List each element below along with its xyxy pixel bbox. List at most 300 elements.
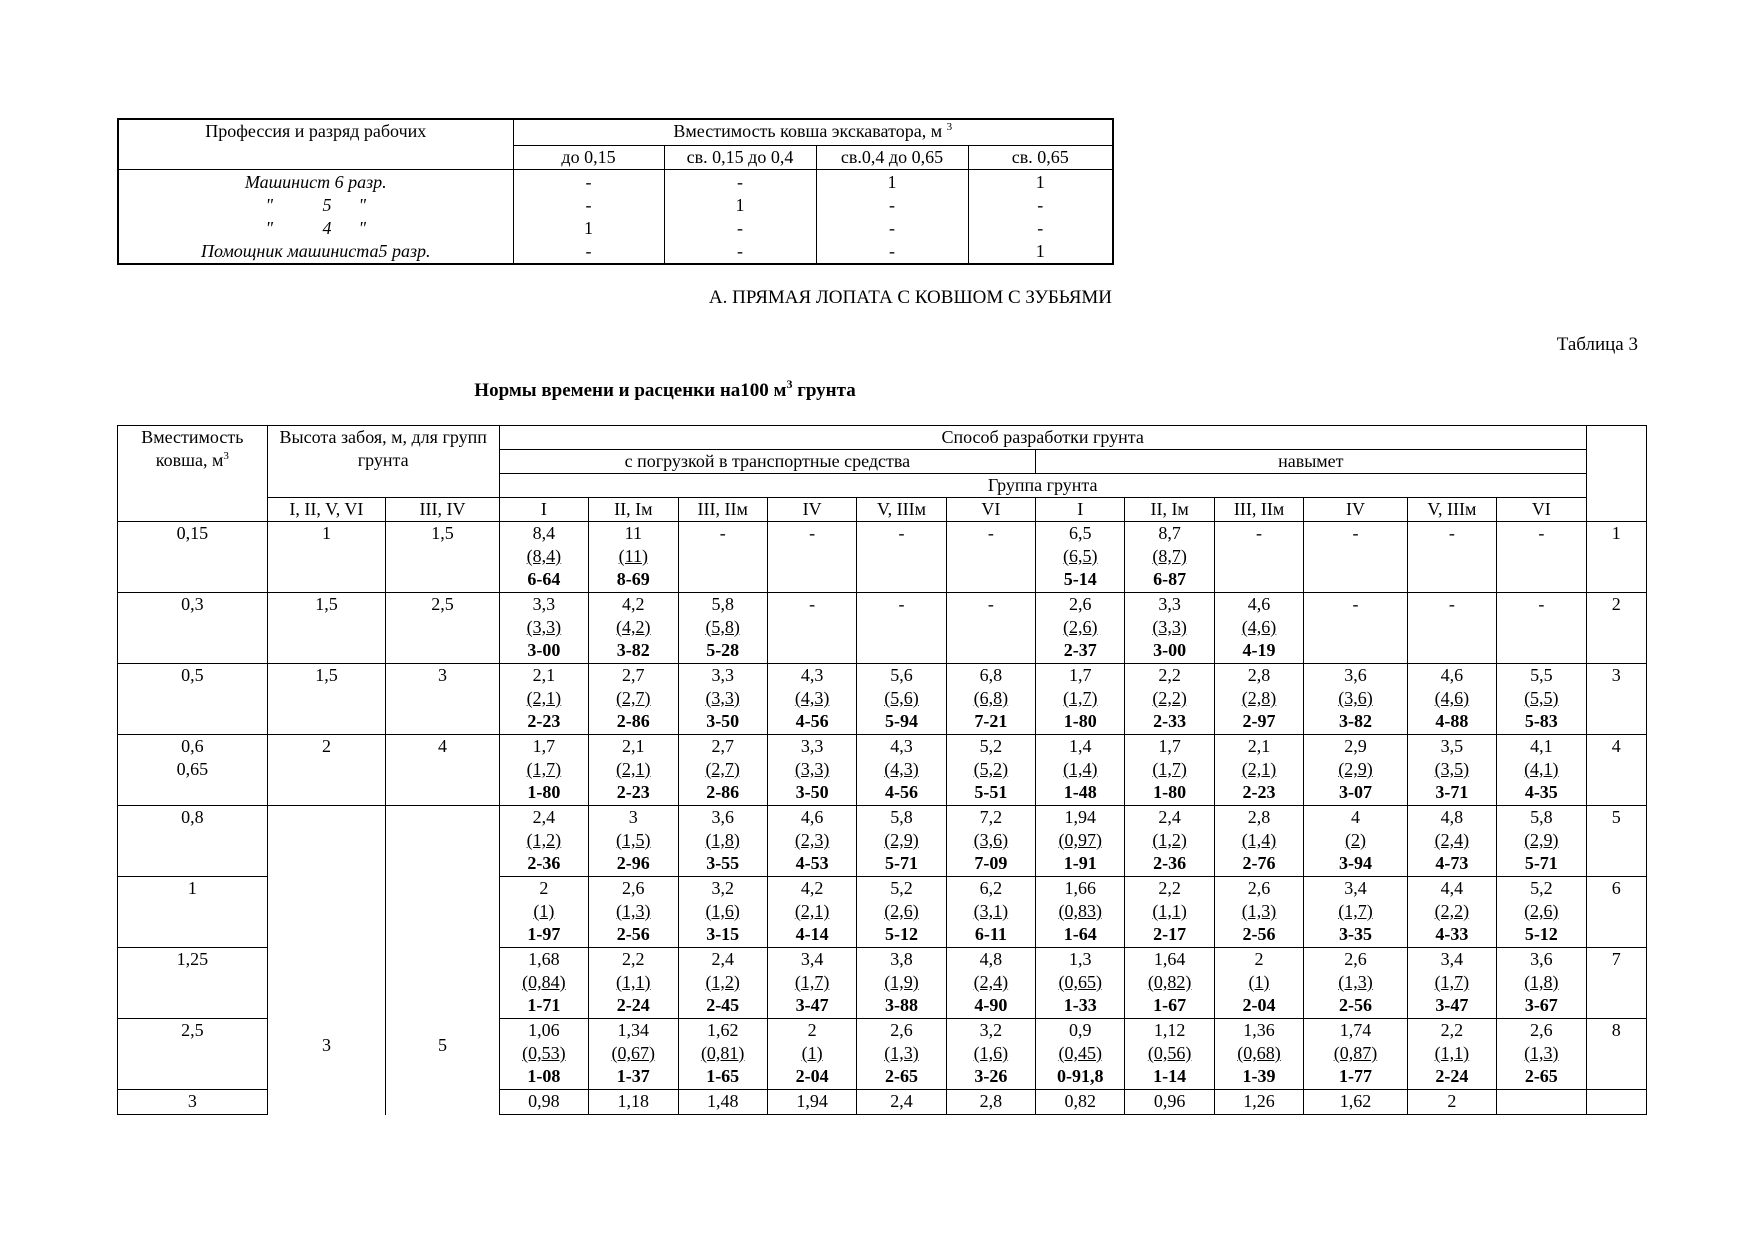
norm-time: 2,1	[532, 665, 556, 685]
soil-group-header: I	[499, 498, 588, 522]
height-group-header: III, IV	[386, 498, 500, 522]
norm-rate: 1-67	[1153, 995, 1187, 1015]
norm-time: 2,2	[1440, 1020, 1464, 1040]
norm-time: 5,6	[890, 665, 913, 685]
norm-machine-time: (3,3)	[794, 759, 830, 779]
norm-time: 0,98	[528, 1091, 560, 1111]
norm-cell	[678, 593, 767, 664]
norm-rate: 2-56	[1242, 924, 1276, 944]
norm-cell	[1036, 1090, 1125, 1115]
capacity-value: 0,6	[181, 736, 204, 756]
crew-value: 1	[513, 217, 664, 240]
norm-rate: 4-53	[795, 853, 829, 873]
norm-rate: 3-50	[795, 782, 829, 802]
norm-machine-time: (0,45)	[1058, 1043, 1102, 1063]
norm-time: 3,3	[800, 736, 824, 756]
norm-rate: 2-76	[1242, 853, 1276, 873]
norms-header-group: Группа грунта	[499, 474, 1586, 498]
norm-cell	[589, 948, 678, 1019]
crew-value: -	[513, 240, 664, 264]
capacity-cell	[118, 877, 268, 948]
norm-machine-time: (1,2)	[705, 972, 740, 992]
norm-rate: 4-56	[884, 782, 918, 802]
norm-rate: 2-56	[1338, 995, 1372, 1015]
crew-value: -	[664, 217, 816, 240]
norm-machine-time: (0,81)	[700, 1043, 745, 1063]
norm-cell	[1214, 522, 1303, 593]
norm-rate: 8-69	[616, 569, 650, 589]
norm-cell	[946, 735, 1035, 806]
norm-time: 11	[624, 523, 642, 543]
norm-machine-time: (8,7)	[1152, 546, 1187, 566]
norm-machine-time: (0,68)	[1237, 1043, 1281, 1063]
norm-rate: 1-08	[527, 1066, 561, 1086]
norm-cell	[1407, 735, 1496, 806]
norm-cell	[1214, 735, 1303, 806]
norm-rate: 4-90	[974, 995, 1008, 1015]
norm-cell	[1304, 664, 1407, 735]
norm-machine-time: (1)	[533, 901, 555, 921]
height-group-1-cell: 1,5	[267, 593, 386, 664]
norm-cell	[678, 806, 767, 877]
norm-cell	[857, 1090, 946, 1115]
norm-time: 1,7	[532, 736, 556, 756]
norm-cell	[1304, 877, 1407, 948]
soil-group-header: V, IIIм	[1407, 498, 1496, 522]
norm-time: 2	[1254, 949, 1264, 969]
norm-rate: 4-19	[1242, 640, 1276, 660]
norm-time: 1,34	[617, 1020, 650, 1040]
norm-time: 4,8	[1440, 807, 1464, 827]
norm-rate: 4-88	[1435, 711, 1469, 731]
norm-time: 5,2	[1530, 878, 1553, 898]
crew-value: 1	[816, 170, 968, 195]
height-group-2-cell: 3	[386, 664, 500, 735]
norm-rate: 3-94	[1338, 853, 1372, 873]
norm-rate: 2-86	[616, 711, 650, 731]
norm-cell	[1407, 593, 1496, 664]
norm-time: 3,6	[1344, 665, 1367, 685]
norm-time: 2,8	[1247, 807, 1271, 827]
norm-cell	[1036, 735, 1125, 806]
norm-time: 4,8	[979, 949, 1003, 969]
norm-cell	[1304, 593, 1407, 664]
norm-cell	[1304, 1019, 1407, 1090]
height-group-2-cell: 2,5	[386, 593, 500, 664]
norm-time: 2	[1447, 1091, 1457, 1111]
crew-value: -	[513, 170, 664, 195]
norm-rate: 1-33	[1063, 995, 1097, 1015]
norm-machine-time: (1,1)	[616, 972, 651, 992]
norm-time: 4	[1350, 807, 1360, 827]
norm-time: 1,48	[706, 1091, 739, 1111]
norm-cell	[499, 522, 588, 593]
norm-cell	[589, 664, 678, 735]
norm-time: 8,4	[532, 523, 556, 543]
norm-time: 2,8	[1247, 665, 1271, 685]
norm-machine-time: (1,3)	[616, 901, 651, 921]
norm-cell	[499, 1019, 588, 1090]
crew-col-header: св. 0,65	[968, 146, 1113, 170]
norm-machine-time: (0,97)	[1058, 830, 1102, 850]
norm-rate: 3-67	[1524, 995, 1558, 1015]
row-number-cell: 3	[1586, 664, 1646, 735]
norm-time: 3,3	[1158, 594, 1181, 614]
norm-cell	[1497, 735, 1586, 806]
norm-time: 1,94	[1064, 807, 1096, 827]
norm-time: 8,7	[1158, 523, 1181, 543]
norm-rate: 2-04	[1242, 995, 1276, 1015]
norm-rate: 2-04	[795, 1066, 829, 1086]
norm-time: 5,8	[711, 594, 734, 614]
norm-rate: 3-88	[884, 995, 918, 1015]
norm-rate: 3-82	[1338, 711, 1372, 731]
norm-rate: 4-56	[795, 711, 829, 731]
capacity-value: 1	[187, 878, 197, 898]
norm-machine-time: (2)	[1344, 830, 1366, 850]
norms-header-height: Высота забоя, м, для групп грунта	[267, 426, 499, 498]
norm-cell	[767, 593, 856, 664]
norm-rate: 7-09	[974, 853, 1008, 873]
norm-rate: 4-33	[1435, 924, 1469, 944]
norm-machine-time: (11)	[618, 546, 648, 566]
norm-cell	[1125, 948, 1214, 1019]
norm-rate: 1-80	[1063, 711, 1097, 731]
norm-rate: 1-80	[1153, 782, 1187, 802]
norm-cell	[857, 522, 946, 593]
norm-machine-time: (1,6)	[705, 901, 740, 921]
norm-cell	[1497, 522, 1586, 593]
norm-rate: 1-37	[616, 1066, 650, 1086]
norm-time: 1,62	[706, 1020, 739, 1040]
norm-cell	[499, 593, 588, 664]
norm-time: 4,2	[800, 878, 824, 898]
norm-machine-time: (2,7)	[705, 759, 740, 779]
norm-machine-time: (5,2)	[973, 759, 1009, 779]
norm-rate: 2-36	[1153, 853, 1187, 873]
norm-time: 5,8	[890, 807, 913, 827]
norm-cell	[678, 522, 767, 593]
norm-cell	[857, 735, 946, 806]
norm-cell	[1407, 877, 1496, 948]
norm-rate: 2-65	[884, 1066, 918, 1086]
norm-cell	[1407, 1019, 1496, 1090]
norm-cell	[1214, 1090, 1303, 1115]
norm-time: 3,2	[979, 1020, 1003, 1040]
norm-machine-time: (3,6)	[973, 830, 1009, 850]
crew-value: -	[513, 194, 664, 217]
norm-rate: 1-48	[1063, 782, 1097, 802]
norm-cell	[589, 877, 678, 948]
norm-cell	[589, 806, 678, 877]
crew-row	[118, 240, 1113, 264]
norm-time: 1,12	[1153, 1020, 1186, 1040]
norm-rate: 1-65	[706, 1066, 740, 1086]
norm-rate: 5-71	[1524, 853, 1558, 873]
norm-machine-time: (4,3)	[884, 759, 919, 779]
crew-profession: Машинист 6 разр.	[118, 170, 513, 195]
norm-machine-time: (1,7)	[1063, 688, 1098, 708]
norms-title: Нормы времени и расценки на100 $м^3$ грунта	[474, 377, 856, 401]
norm-time: 1,3	[1069, 949, 1092, 969]
norm-machine-time: (4,6)	[1434, 688, 1470, 708]
norm-rate: 3-55	[706, 853, 740, 873]
crew-row	[118, 217, 1113, 240]
norm-cell	[946, 1019, 1035, 1090]
norm-machine-time: (1,3)	[1524, 1043, 1559, 1063]
norm-cell	[589, 522, 678, 593]
norm-cell	[1036, 1019, 1125, 1090]
crew-row	[118, 194, 1113, 217]
norm-time: 3	[628, 807, 638, 827]
crew-value: -	[816, 217, 968, 240]
norm-time: 2,1	[1247, 736, 1271, 756]
crew-header-profession: Профессия и разряд рабочих	[118, 119, 513, 170]
norm-cell	[946, 522, 1035, 593]
crew-profession: " 4 "	[118, 217, 513, 240]
norm-rate: 2-23	[527, 711, 561, 731]
norm-cell	[1214, 593, 1303, 664]
norm-time: 5,2	[979, 736, 1003, 756]
norm-cell	[946, 593, 1035, 664]
norm-time: 4,6	[800, 807, 824, 827]
norm-machine-time: (1,8)	[1524, 972, 1559, 992]
crew-value: -	[664, 170, 816, 195]
soil-group-header: I	[1036, 498, 1125, 522]
norm-machine-time: (2,4)	[973, 972, 1009, 992]
crew-header-capacity: Вместимость ковша экскаватора, м $^3$	[513, 119, 1113, 146]
norm-cell	[857, 948, 946, 1019]
norm-cell	[857, 877, 946, 948]
norm-cell	[678, 1090, 767, 1115]
norm-time: 0,82	[1064, 1091, 1096, 1111]
norm-rate: 2-23	[1242, 782, 1276, 802]
norms-row	[118, 664, 1647, 735]
norm-machine-time: (1,3)	[1338, 972, 1373, 992]
norm-time: 1,36	[1243, 1020, 1275, 1040]
norm-cell	[1304, 948, 1407, 1019]
norm-time: 1,64	[1153, 949, 1186, 969]
norm-time: 1,74	[1339, 1020, 1372, 1040]
norm-rate: 2-96	[616, 853, 650, 873]
norm-time: 2,6	[1247, 878, 1271, 898]
norm-cell	[1407, 664, 1496, 735]
crew-profession: " 5 "	[118, 194, 513, 217]
norm-machine-time: (4,2)	[616, 617, 651, 637]
crew-value: -	[968, 194, 1113, 217]
norm-machine-time: (2,2)	[1434, 901, 1470, 921]
norm-rate: 5-51	[974, 782, 1008, 802]
capacity-value: 1,25	[176, 949, 209, 969]
norm-cell	[946, 1090, 1035, 1115]
norm-rate: 3-47	[795, 995, 829, 1015]
crew-profession: Помощник машиниста5 разр.	[118, 240, 513, 264]
norm-cell	[1214, 664, 1303, 735]
norm-rate: 1-77	[1338, 1066, 1372, 1086]
norm-machine-time: (0,65)	[1058, 972, 1102, 992]
crew-row	[118, 170, 1113, 195]
capacity-cell	[118, 735, 268, 806]
norm-rate: 2-37	[1063, 640, 1097, 660]
norms-row	[118, 522, 1647, 593]
norm-cell	[678, 948, 767, 1019]
norm-machine-time: (4,1)	[1524, 759, 1559, 779]
capacity-cell	[118, 806, 268, 877]
norm-time: 3,3	[711, 665, 734, 685]
norm-rate: 2-45	[706, 995, 740, 1015]
norm-machine-time: (1,4)	[1241, 830, 1277, 850]
norm-rate: 1-97	[527, 924, 561, 944]
norm-cell	[589, 735, 678, 806]
norm-rate: 2-65	[1524, 1066, 1558, 1086]
norm-time: 3,3	[532, 594, 556, 614]
norm-cell	[946, 664, 1035, 735]
norm-time: 2,6	[1344, 949, 1367, 969]
norm-rate: 1-80	[527, 782, 561, 802]
norm-time: 2,2	[1158, 665, 1181, 685]
height-group-2-merged-cell: 5	[386, 806, 500, 1115]
norm-machine-time: (1,1)	[1152, 901, 1187, 921]
soil-group-header: IV	[767, 498, 856, 522]
norm-time: -	[987, 523, 994, 543]
norm-rate: 1-71	[527, 995, 561, 1015]
norm-rate: 3-47	[1435, 995, 1469, 1015]
norm-rate: 3-82	[616, 640, 650, 660]
norm-cell	[1036, 948, 1125, 1019]
norm-time: 3,4	[1344, 878, 1367, 898]
norm-cell	[499, 877, 588, 948]
norm-rate: 5-28	[706, 640, 740, 660]
norm-machine-time: (5,5)	[1524, 688, 1559, 708]
norm-cell	[678, 735, 767, 806]
capacity-value: 0,3	[181, 594, 204, 614]
norm-time: 2,4	[532, 807, 556, 827]
norm-cell	[1125, 806, 1214, 877]
norm-machine-time: (3,3)	[526, 617, 562, 637]
norm-cell	[767, 1090, 856, 1115]
norm-machine-time: (1,7)	[794, 972, 830, 992]
norm-time: 4,2	[622, 594, 645, 614]
norm-machine-time: (1,7)	[1434, 972, 1470, 992]
norm-machine-time: (5,8)	[705, 617, 740, 637]
norm-time: 1,18	[617, 1091, 650, 1111]
capacity-cell	[118, 1019, 268, 1090]
norm-rate: 2-33	[1153, 711, 1187, 731]
capacity-value: 0,5	[181, 665, 204, 685]
norm-cell	[1497, 806, 1586, 877]
norm-machine-time: (0,56)	[1147, 1043, 1192, 1063]
norm-cell	[946, 877, 1035, 948]
norm-time: 4,6	[1440, 665, 1464, 685]
norms-header-transport: с погрузкой в транспортные средства	[499, 450, 1035, 474]
capacity-cell	[118, 1090, 268, 1115]
norm-machine-time: (1,9)	[884, 972, 919, 992]
norm-rate: 6-11	[974, 924, 1007, 944]
norm-cell	[767, 806, 856, 877]
norm-machine-time: (5,6)	[884, 688, 919, 708]
norm-cell	[946, 948, 1035, 1019]
crew-value: 1	[664, 194, 816, 217]
norm-machine-time: (1,7)	[1152, 759, 1187, 779]
norm-rate: 4-73	[1435, 853, 1469, 873]
crew-table	[117, 118, 1114, 265]
norm-rate: 3-26	[974, 1066, 1008, 1086]
norm-time: 2,6	[1069, 594, 1092, 614]
norm-rate: 6-87	[1153, 569, 1187, 589]
norm-time: 2,4	[711, 949, 734, 969]
norm-cell	[1407, 522, 1496, 593]
norm-cell	[767, 522, 856, 593]
norm-rate: 1-64	[1063, 924, 1097, 944]
norm-cell	[678, 1019, 767, 1090]
norm-time: 4,3	[890, 736, 913, 756]
capacity-cell	[118, 593, 268, 664]
norm-time: 5,8	[1530, 807, 1553, 827]
norm-cell	[1125, 593, 1214, 664]
norm-cell	[1036, 877, 1125, 948]
norms-row	[118, 806, 1647, 877]
crew-value: 1	[968, 170, 1113, 195]
norm-time: 2,6	[890, 1020, 913, 1040]
norm-time: 3,4	[1440, 949, 1464, 969]
norm-time: 2	[539, 878, 549, 898]
norm-machine-time: (2,1)	[526, 688, 562, 708]
norms-header-method: Способ разработки грунта	[499, 426, 1586, 450]
height-group-1-merged-cell: 3	[267, 806, 386, 1115]
norm-machine-time: (0,82)	[1147, 972, 1192, 992]
norm-cell	[499, 948, 588, 1019]
norm-cell	[767, 664, 856, 735]
norm-machine-time: (1,5)	[616, 830, 651, 850]
norm-machine-time: (1,2)	[526, 830, 562, 850]
norm-time: 2	[807, 1020, 817, 1040]
norm-cell	[499, 735, 588, 806]
capacity-value: 0,65	[176, 759, 209, 779]
norm-cell	[589, 1019, 678, 1090]
norm-machine-time: (2,1)	[1241, 759, 1277, 779]
norm-machine-time: (3,5)	[1434, 759, 1470, 779]
norm-machine-time: (1,4)	[1063, 759, 1098, 779]
norm-rate: 5-71	[884, 853, 918, 873]
norm-machine-time: (0,84)	[522, 972, 566, 992]
norm-cell	[678, 877, 767, 948]
norm-time: 2,2	[1158, 878, 1181, 898]
norm-rate: 3-07	[1338, 782, 1372, 802]
norm-time: 4,6	[1247, 594, 1271, 614]
norm-time: 2,7	[622, 665, 645, 685]
norm-time: 2,6	[622, 878, 645, 898]
norm-machine-time: (0,53)	[522, 1043, 566, 1063]
norm-cell	[1497, 593, 1586, 664]
norm-time: 2,4	[1158, 807, 1181, 827]
norm-machine-time: (1,6)	[973, 1043, 1009, 1063]
norm-time: 1,68	[528, 949, 560, 969]
norm-machine-time: (4,3)	[794, 688, 830, 708]
height-group-2-cell: 1,5	[386, 522, 500, 593]
norm-cell	[1125, 664, 1214, 735]
norm-time: 3,6	[1530, 949, 1553, 969]
norm-machine-time: (6,8)	[973, 688, 1009, 708]
norm-time: 0,9	[1069, 1020, 1092, 1040]
norm-time: 1,66	[1064, 878, 1096, 898]
soil-group-header: VI	[1497, 498, 1586, 522]
soil-group-header: VI	[946, 498, 1035, 522]
norm-cell	[1125, 1090, 1214, 1115]
norm-cell	[589, 593, 678, 664]
norm-machine-time: (1,3)	[884, 1043, 919, 1063]
norm-cell	[767, 735, 856, 806]
norm-rate: 5-94	[884, 711, 918, 731]
